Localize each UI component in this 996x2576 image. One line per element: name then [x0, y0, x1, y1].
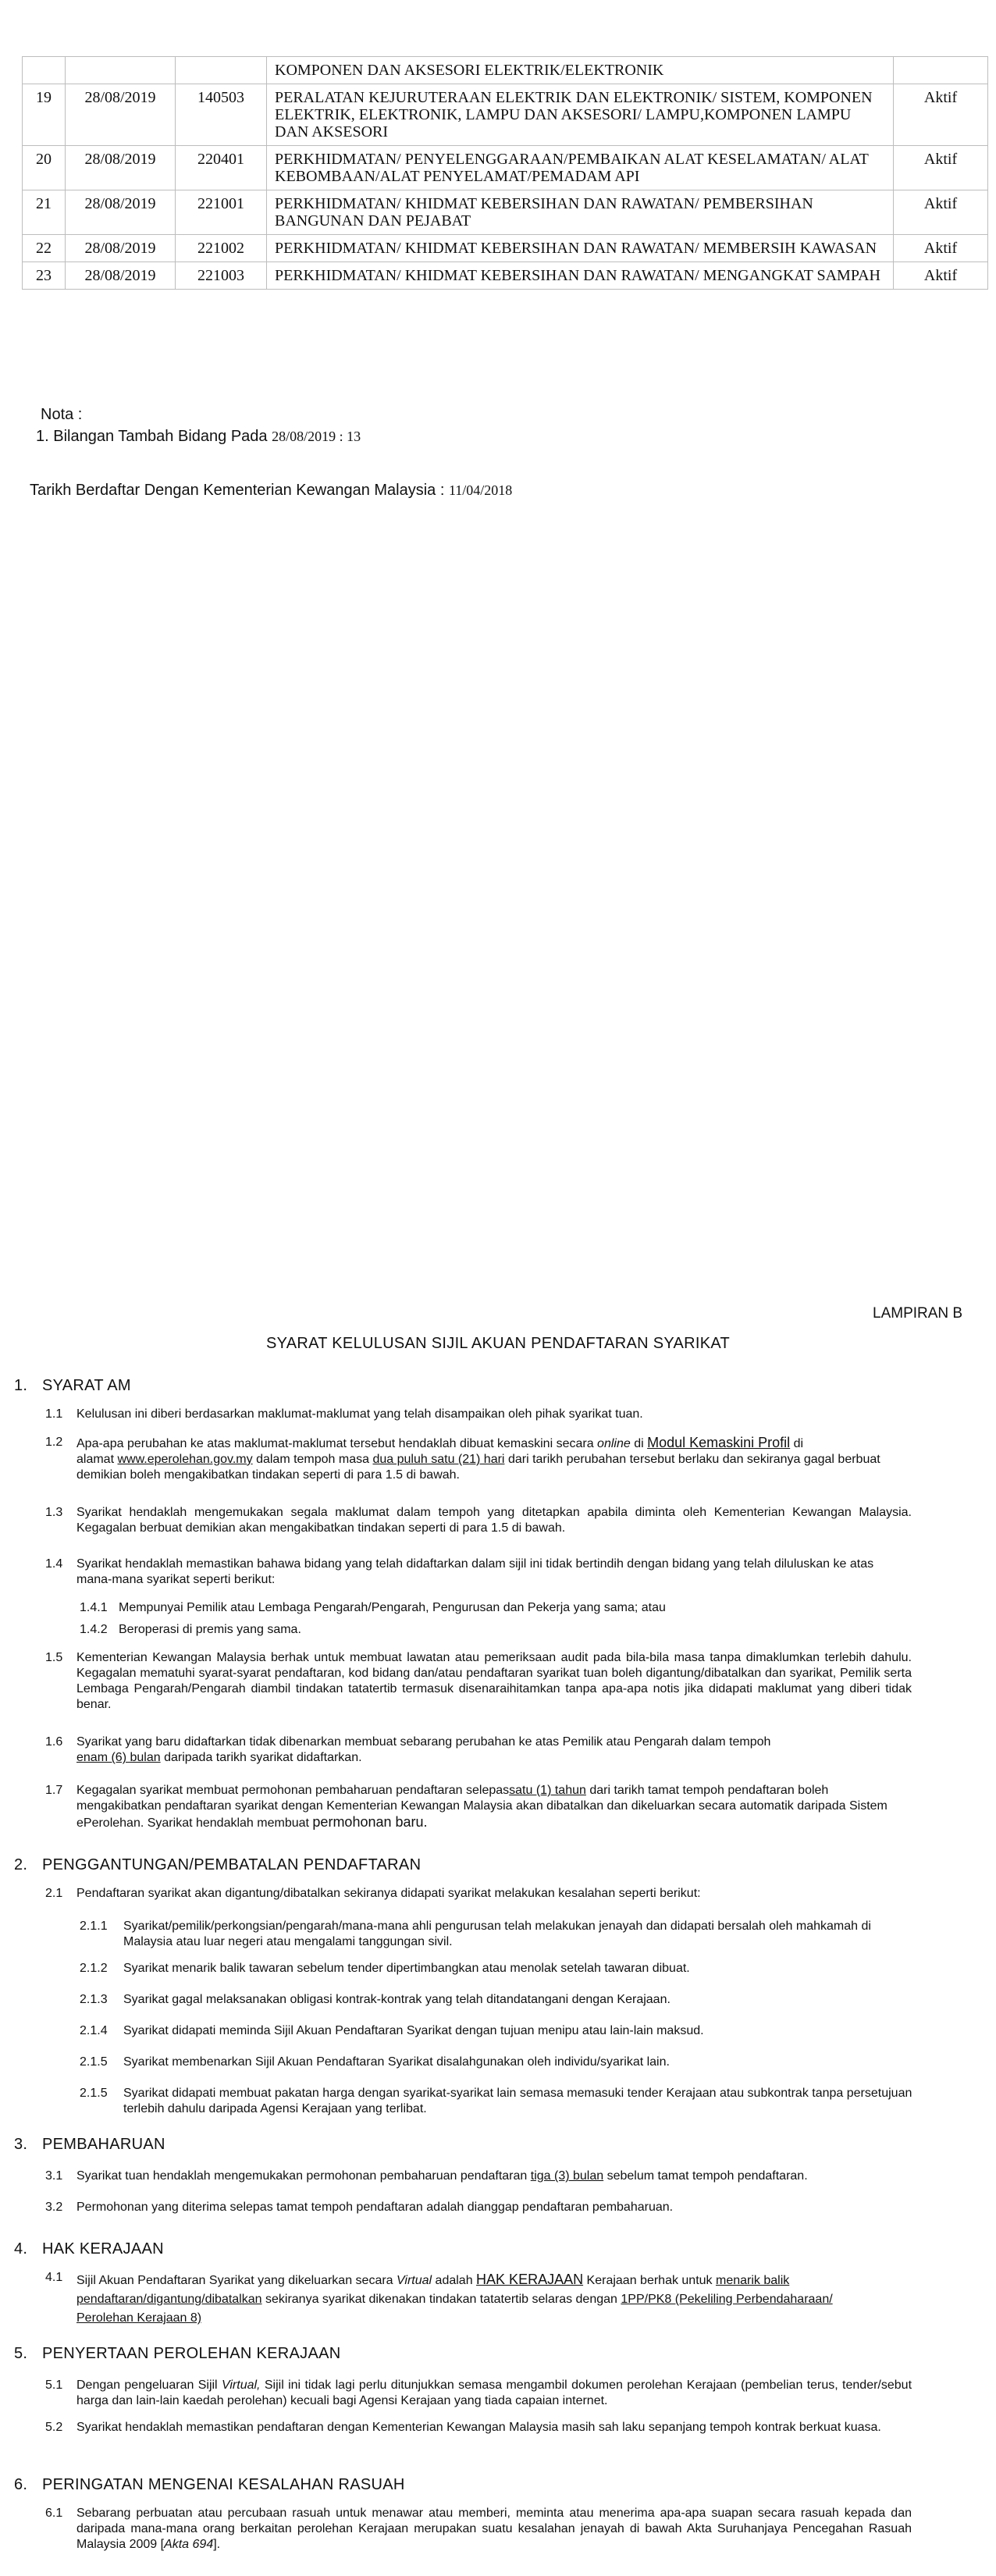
text: 1PP/PK8 (Pekeliling Perbendaharaan/ — [621, 2293, 833, 2306]
text: Virtual — [397, 2274, 432, 2287]
clause-text — [76, 1735, 912, 1766]
text: Sebarang perbuatan atau percubaan rasuah untuk menawar atau memberi, meminta atau menerima apa-apa suapan secara rasuah kepada dan daripada mana-mana orang berkaitan perolehan Kerajaan merupakan suatu kesalahan jenayah di bawah Akta Suruhanjaya Pencegahan Rasuah Malaysia 2009 [ — [76, 2507, 912, 2551]
clause-text — [76, 2378, 912, 2409]
clause-1-2 — [45, 1435, 912, 1483]
text: online — [597, 1437, 631, 1450]
clause-1-4-1 — [80, 1600, 915, 1616]
clause-3-1 — [45, 2169, 912, 2184]
section-3-heading — [14, 2136, 165, 2154]
clause-text: Pendaftaran syarikat akan digantung/dibatalkan sekiranya didapati syarikat melakukan kesalahan seperti berikut: — [76, 1887, 701, 1900]
clause-1-1 — [45, 1407, 912, 1422]
clause-number: 2.1.3 — [80, 1993, 108, 2006]
clause-text: Syarikat didapati meminda Sijil Akuan Pendaftaran Syarikat dengan tujuan menipu atau lain-lain maksud. — [123, 2024, 704, 2037]
row-description: PERALATAN KEJURUTERAAN ELEKTRIK DAN ELEKTRONIK/ SISTEM, KOMPONEN ELEKTRIK, ELEKTRONIK, LAMPU DAN AKSESORI/ LAMPU,KOMPONEN LAMPU DAN AKSESORI — [267, 84, 894, 146]
table-row — [23, 84, 988, 146]
text: satu (1) tahun — [509, 1784, 586, 1797]
section-number: 1. — [14, 1377, 28, 1394]
text: Kerajaan berhak untuk — [586, 2274, 713, 2287]
clause-5-2 — [45, 2420, 912, 2435]
clause-2-1-5a — [80, 2055, 915, 2070]
clause-text: Syarikat didapati membuat pakatan harga dengan syarikat-syarikat lain semasa memasuki tender Kerajaan atau subkontrak tanpa persetujuan terlebih dahulu daripada Agensi Kerajaan yang terlibat. — [123, 2087, 912, 2115]
text: sebelum tamat tempoh pendaftaran. — [606, 2169, 808, 2183]
row-code: 220401 — [176, 146, 267, 190]
section-6-heading — [14, 2476, 405, 2494]
clause-1-4-2 — [80, 1622, 915, 1638]
clause-3-2 — [45, 2200, 912, 2215]
nota-item-1-value: 28/08/2019 : 13 — [272, 429, 361, 444]
table-row — [23, 57, 988, 84]
clause-number: 1.3 — [45, 1506, 63, 1519]
clause-text — [76, 2270, 912, 2328]
text: dari tarikh tamat tempoh pendaftaran boleh mengakibatkan pendaftaran syarikat dengan Kementerian Kewangan Malaysia akan dibatalkan dan dikeluarkan secara automatik daripada Sistem ePerolehan. Syarikat hendaklah membuat — [76, 1784, 888, 1830]
clause-number: 2.1.5 — [80, 2087, 108, 2100]
row-date: 28/08/2019 — [66, 262, 176, 290]
clause-number: 3.2 — [45, 2201, 63, 2214]
row-date: 28/08/2019 — [66, 235, 176, 262]
clause-text: Syarikat hendaklah mengemukakan segala maklumat dalam tempoh yang ditetapkan apabila diminta oleh Kementerian Kewangan Malaysia. Kegagalan berbuat demikian akan mengakibatkan tindakan seperti di para 1.5 di bawah. — [76, 1506, 912, 1535]
row-date — [66, 57, 176, 84]
clause-number: 1.2 — [45, 1436, 63, 1449]
text: Syarikat yang baru didaftarkan tidak dibenarkan membuat sebarang perubahan ke atas Pemilik atau Pengarah dalam tempoh — [76, 1735, 771, 1749]
section-title: SYARAT AM — [42, 1377, 131, 1394]
clause-number: 1.4.1 — [80, 1601, 108, 1614]
row-code: 140503 — [176, 84, 267, 146]
text: Akta 694 — [164, 2538, 214, 2551]
section-title: PENYERTAAN PEROLEHAN KERAJAAN — [42, 2345, 341, 2362]
text: Virtual, — [221, 2379, 261, 2392]
nota-heading: Nota : — [41, 406, 83, 423]
clause-1-6 — [45, 1735, 912, 1766]
row-code: 221001 — [176, 190, 267, 235]
nota-item-1 — [36, 428, 361, 446]
row-code: 221003 — [176, 262, 267, 290]
clause-1-3 — [45, 1505, 912, 1536]
clause-text — [76, 1783, 912, 1831]
clause-number: 3.1 — [45, 2169, 63, 2183]
text: adalah — [435, 2274, 473, 2287]
text: permohonan baru. — [312, 1814, 428, 1830]
text: Kegagalan syarikat membuat permohonan pembaharuan pendaftaran selepas — [76, 1784, 510, 1797]
text: Syarikat tuan hendaklah mengemukakan permohonan pembaharuan pendaftaran — [76, 2169, 528, 2183]
row-number: 22 — [23, 235, 66, 262]
clause-1-7 — [45, 1783, 912, 1831]
nota-item-1-label: 1. Bilangan Tambah Bidang Pada — [36, 428, 268, 445]
clause-number: 1.4 — [45, 1557, 63, 1571]
clause-2-1-3 — [80, 1992, 915, 2008]
row-date: 28/08/2019 — [66, 84, 176, 146]
text: dari tarikh perubahan tersebut berlaku dan sekiranya gagal berbuat demikian boleh mengakibatkan tindakan seperti di para 1.5 di bawah. — [76, 1453, 880, 1482]
row-number — [23, 57, 66, 84]
clause-number: 1.6 — [45, 1735, 63, 1749]
section-4-heading — [14, 2240, 164, 2258]
section-2-heading — [14, 1856, 421, 1874]
text: menarik balik — [716, 2274, 790, 2287]
website-link: www.eperolehan.gov.my — [117, 1453, 253, 1466]
clause-number: 5.1 — [45, 2379, 63, 2392]
table-row — [23, 235, 988, 262]
appendix-title: SYARAT KELULUSAN SIJIL AKUAN PENDAFTARAN SYARIKAT — [265, 1335, 731, 1352]
text: alamat — [76, 1453, 115, 1466]
text: daripada tarikh syarikat didaftarkan. — [164, 1751, 362, 1764]
table-row — [23, 146, 988, 190]
row-status: Aktif — [894, 146, 988, 190]
text: Sijil Akuan Pendaftaran Syarikat yang dikeluarkan secara — [76, 2274, 393, 2287]
clause-5-1 — [45, 2378, 912, 2409]
clause-number: 2.1.1 — [80, 1920, 108, 1933]
clause-6-1 — [45, 2506, 912, 2553]
clause-text: Syarikat hendaklah memastikan bahawa bidang yang telah didaftarkan dalam sijil ini tidak bertindih dengan bidang yang telah diluluskan ke atas mana-mana syarikat seperti berikut: — [76, 1557, 874, 1586]
clause-text: Beroperasi di premis yang sama. — [119, 1623, 301, 1636]
row-description: KOMPONEN DAN AKSESORI ELEKTRIK/ELEKTRONIK — [267, 57, 894, 84]
clause-2-1-1 — [80, 1919, 915, 1950]
row-status: Aktif — [894, 84, 988, 146]
section-title: PERINGATAN MENGENAI KESALAHAN RASUAH — [42, 2476, 405, 2493]
clause-text — [76, 2506, 912, 2553]
clause-1-5 — [45, 1650, 912, 1713]
clause-text: Syarikat gagal melaksanakan obligasi kontrak-kontrak yang telah ditandatangani dengan Kerajaan. — [123, 1993, 671, 2006]
text: sekiranya syarikat dikenakan tindakan tatatertib selaras dengan — [265, 2293, 617, 2306]
clause-number: 2.1.2 — [80, 1962, 108, 1975]
clause-number: 1.1 — [45, 1407, 63, 1421]
row-description: PERKHIDMATAN/ PENYELENGGARAAN/PEMBAIKAN ALAT KESELAMATAN/ ALAT KEBOMBAAN/ALAT PENYELAMAT/PEMADAM API — [267, 146, 894, 190]
clause-number: 1.5 — [45, 1651, 63, 1664]
clause-number: 1.4.2 — [80, 1623, 108, 1636]
row-status: Aktif — [894, 235, 988, 262]
row-number: 23 — [23, 262, 66, 290]
clause-text: Syarikat membenarkan Sijil Akuan Pendaftaran Syarikat disalahgunakan oleh individu/syarikat lain. — [123, 2055, 670, 2069]
row-description: PERKHIDMATAN/ KHIDMAT KEBERSIHAN DAN RAWATAN/ MEMBERSIH KAWASAN — [267, 235, 894, 262]
clause-1-4 — [45, 1557, 912, 1588]
clause-text: Syarikat menarik balik tawaran sebelum tender dipertimbangkan atau menolak setelah tawaran dibuat. — [123, 1962, 690, 1975]
clause-text: Kelulusan ini diberi berdasarkan maklumat-maklumat yang telah disampaikan oleh pihak syarikat tuan. — [76, 1407, 643, 1421]
registration-date-label: Tarikh Berdaftar Dengan Kementerian Kewangan Malaysia : — [30, 482, 445, 499]
text: enam (6) bulan — [76, 1751, 161, 1764]
row-status: Aktif — [894, 190, 988, 235]
clause-4-1 — [45, 2270, 912, 2328]
section-number: 6. — [14, 2476, 28, 2493]
clause-text: Permohonan yang diterima selepas tamat tempoh pendaftaran adalah dianggap pendaftaran pembaharuan. — [76, 2201, 674, 2214]
clause-text — [76, 1435, 912, 1483]
row-code: 221002 — [176, 235, 267, 262]
row-description: PERKHIDMATAN/ KHIDMAT KEBERSIHAN DAN RAWATAN/ PEMBERSIHAN BANGUNAN DAN PEJABAT — [267, 190, 894, 235]
row-status — [894, 57, 988, 84]
text: pendaftaran/digantung/dibatalkan — [76, 2293, 262, 2306]
text: ]. — [213, 2538, 221, 2551]
row-number: 19 — [23, 84, 66, 146]
appendix-label: LAMPIRAN B — [873, 1305, 963, 1322]
clause-text: Kementerian Kewangan Malaysia berhak untuk membuat lawatan atau pemeriksaan audit pada bila-bila masa tanpa dimaklumkan terlebih dahulu. Kegagalan mematuhi syarat-syarat pendaftaran, kod bidang dan/atau pendaftaran syarikat tuan boleh digantung/dibatalkan dan syarikat, Pemilik serta Lembaga Pengarah/Pengarah diambil tindakan tatatertib termasuk disenaraihitamkan tanpa apa-apa notis jika didapati maklumat yang diberi tidak benar. — [76, 1651, 912, 1711]
registration-date-value: 11/04/2018 — [448, 482, 513, 498]
section-number: 5. — [14, 2345, 28, 2362]
row-description: PERKHIDMATAN/ KHIDMAT KEBERSIHAN DAN RAWATAN/ MENGANGKAT SAMPAH — [267, 262, 894, 290]
section-title: PEMBAHARUAN — [42, 2136, 165, 2153]
clause-number: 4.1 — [45, 2271, 63, 2284]
row-number: 21 — [23, 190, 66, 235]
clause-number: 2.1 — [45, 1887, 63, 1900]
section-1-heading — [14, 1377, 131, 1395]
section-number: 3. — [14, 2136, 28, 2153]
text: di — [793, 1437, 804, 1450]
row-number: 20 — [23, 146, 66, 190]
clause-number: 2.1.5 — [80, 2055, 108, 2069]
clause-number: 1.7 — [45, 1784, 63, 1797]
section-number: 4. — [14, 2240, 28, 2258]
section-number: 2. — [14, 1856, 28, 1873]
clause-2-1-2 — [80, 1961, 915, 1976]
text: HAK KERAJAAN — [476, 2272, 584, 2287]
clause-text: Mempunyai Pemilik atau Lembaga Pengarah/Pengarah, Pengurusan dan Pekerja yang sama; atau — [119, 1601, 666, 1614]
text: tiga (3) bulan — [530, 2169, 604, 2183]
table-row — [23, 190, 988, 235]
clause-number: 2.1.4 — [80, 2024, 108, 2037]
text: Perolehan Kerajaan 8) — [76, 2311, 202, 2325]
row-status: Aktif — [894, 262, 988, 290]
clause-text — [76, 2169, 912, 2184]
registration-table — [22, 56, 988, 290]
row-code — [176, 57, 267, 84]
clause-text: Syarikat hendaklah memastikan pendaftaran dengan Kementerian Kewangan Malaysia masih sah laku sepanjang tempoh kontrak berkuat kuasa. — [76, 2421, 881, 2434]
clause-2-1-5b — [80, 2086, 915, 2117]
registration-date — [30, 482, 512, 500]
text: di — [634, 1437, 644, 1450]
section-title: HAK KERAJAAN — [42, 2240, 164, 2258]
clause-2-1-4 — [80, 2023, 915, 2039]
module-link-text: Modul Kemaskini Profil — [647, 1435, 791, 1450]
clause-2-1 — [45, 1886, 912, 1902]
table-row — [23, 262, 988, 290]
clause-number: 6.1 — [45, 2507, 63, 2520]
row-date: 28/08/2019 — [66, 190, 176, 235]
text: Sijil ini tidak lagi perlu ditunjukkan semasa mengambil dokumen perolehan Kerajaan (pembelian terus, tender/sebut harga dan lain-lain kaedah perolehan) kecuali bagi Agensi Kerajaan yang tiada capaian internet. — [76, 2379, 912, 2407]
section-title: PENGGANTUNGAN/PEMBATALAN PENDAFTARAN — [42, 1856, 422, 1873]
clause-number: 5.2 — [45, 2421, 63, 2434]
text: dua puluh satu (21) hari — [372, 1453, 505, 1466]
section-5-heading — [14, 2345, 341, 2363]
text: dalam tempoh masa — [256, 1453, 370, 1466]
clause-text: Syarikat/pemilik/perkongsian/pengarah/mana-mana ahli pengurusan telah melakukan jenayah dan didapati bersalah oleh mahkamah di Malaysia atau luar negeri atau mengalami tanggungan sivil. — [123, 1920, 871, 1948]
text: Apa-apa perubahan ke atas maklumat-maklumat tersebut hendaklah dibuat kemaskini secara — [76, 1437, 594, 1450]
row-date: 28/08/2019 — [66, 146, 176, 190]
text: Dengan pengeluaran Sijil — [76, 2379, 218, 2392]
